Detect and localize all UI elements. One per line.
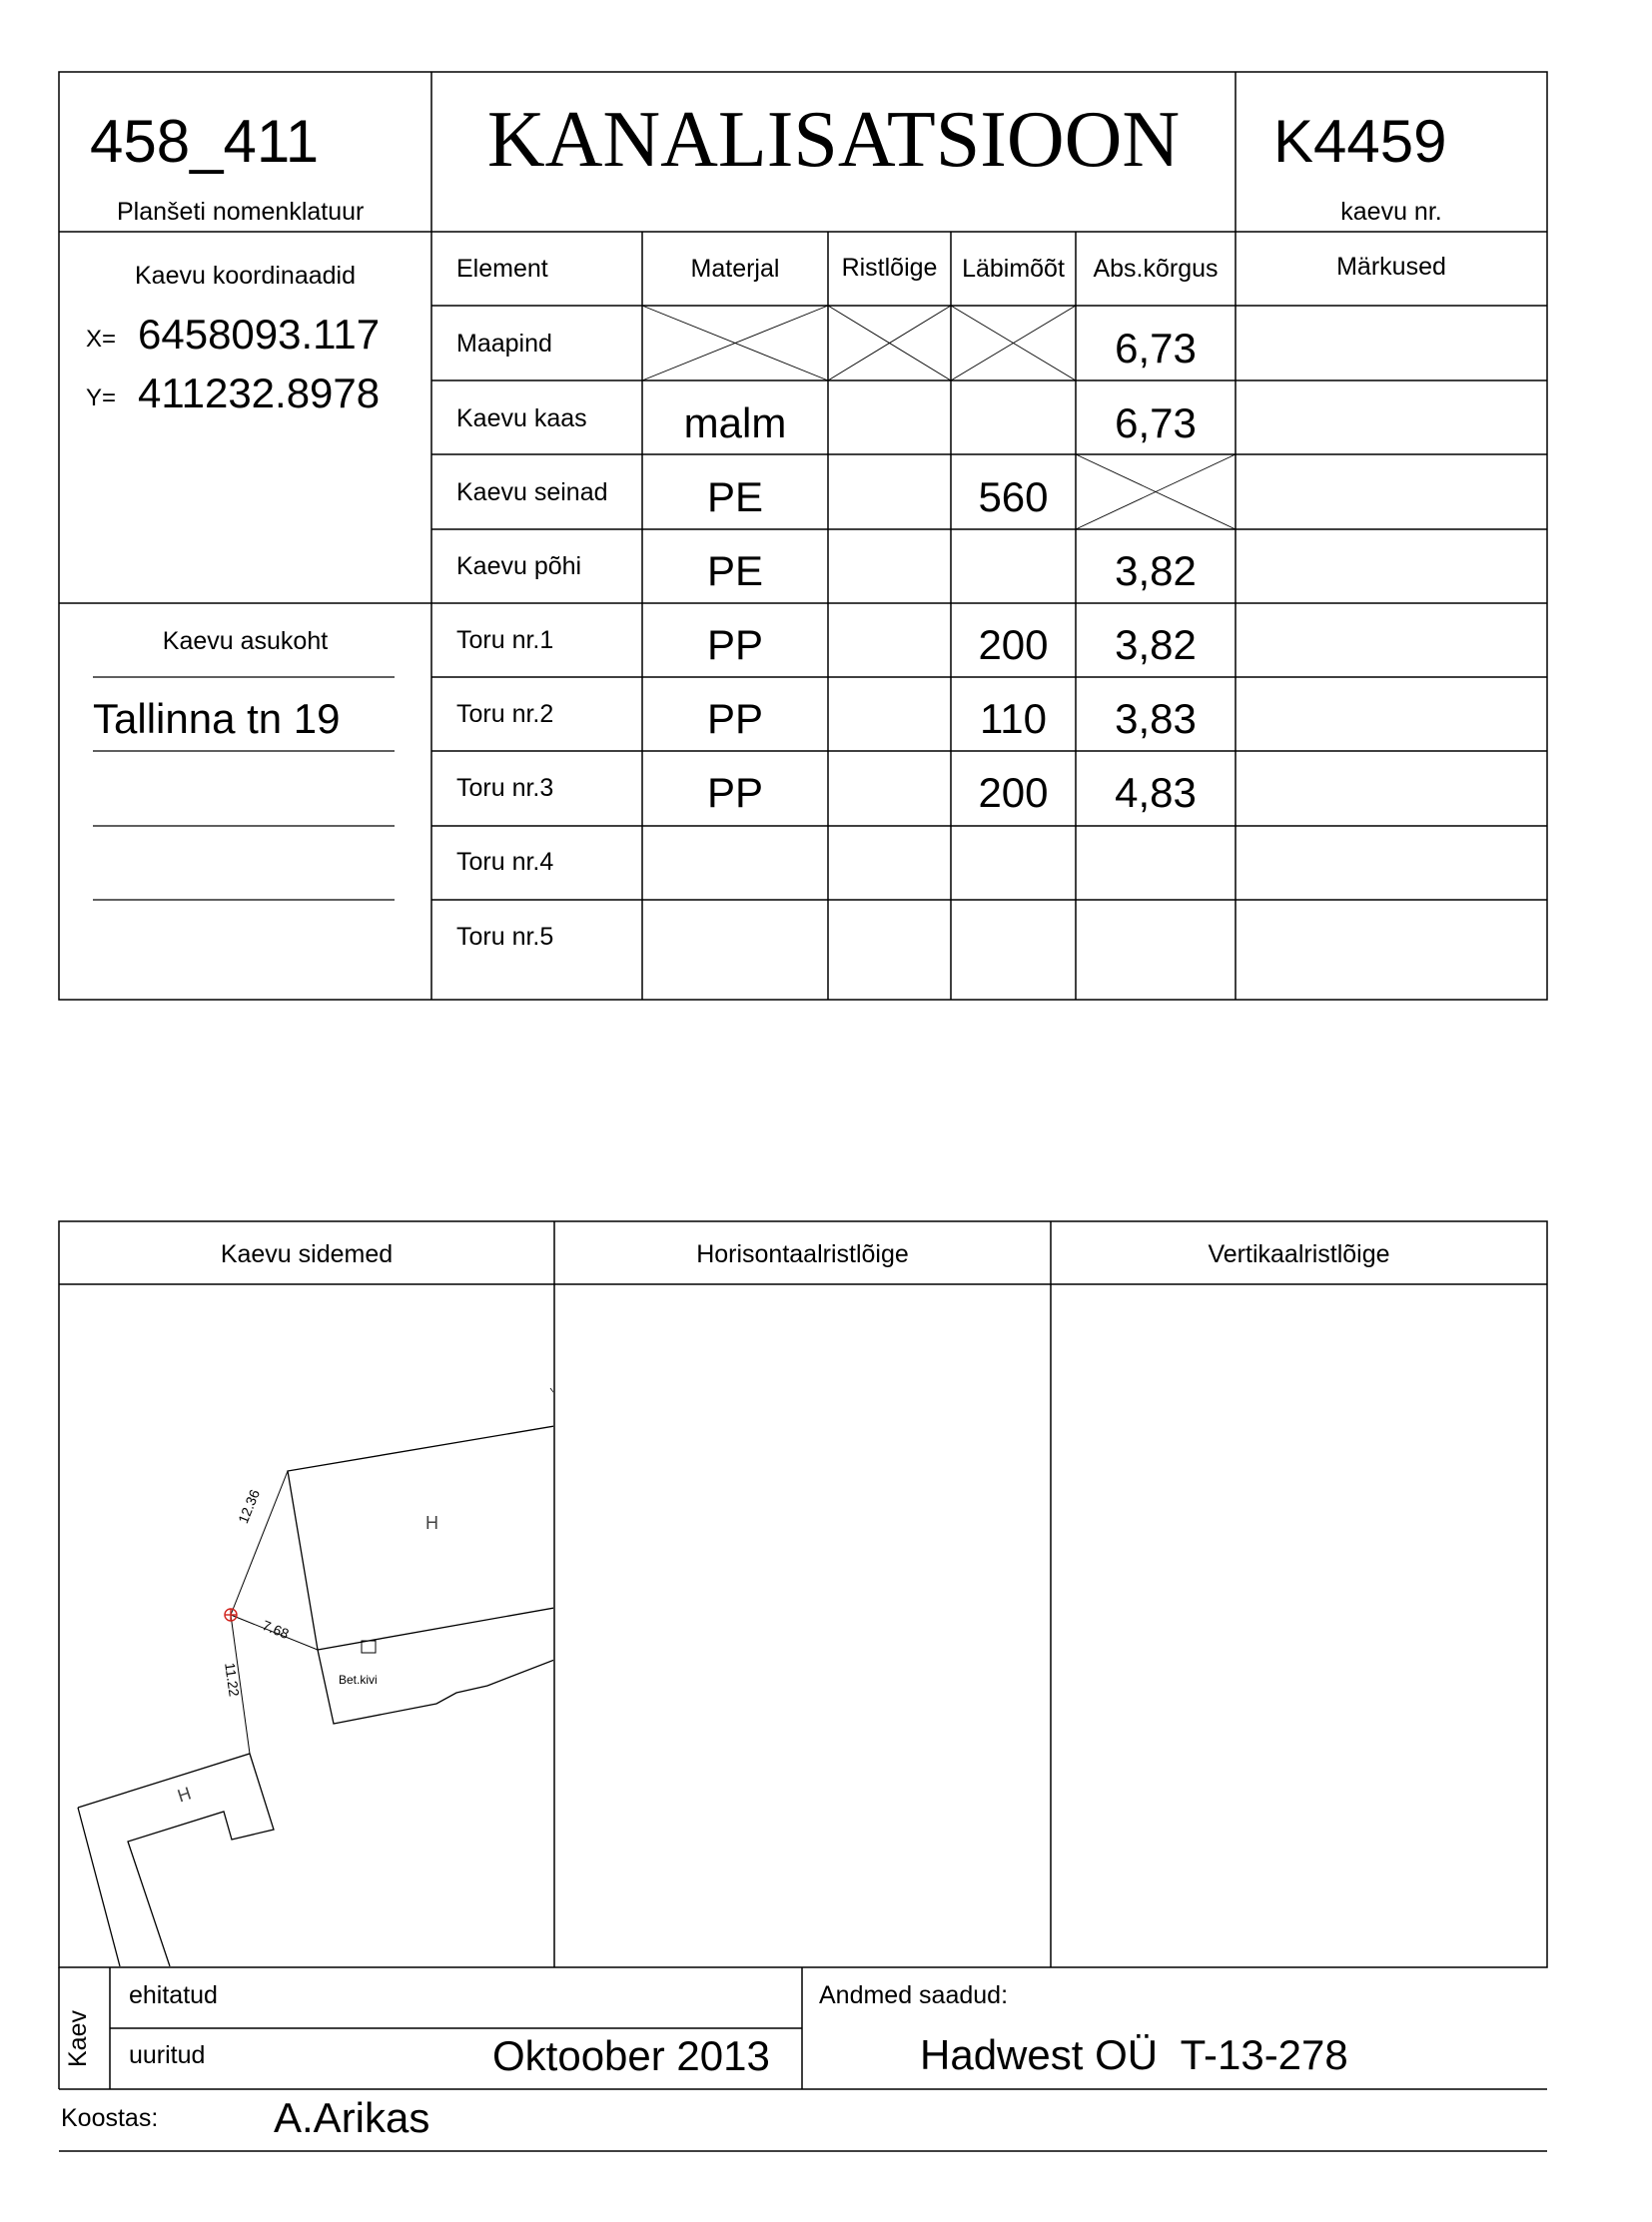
- surveyed-date: Oktoober 2013: [492, 2032, 770, 2079]
- row-material: malm: [683, 399, 787, 446]
- lower-panel-frame: [59, 1221, 1547, 1967]
- col-header-material: Materjal: [690, 255, 780, 283]
- row-abs-height: 6,73: [1115, 399, 1197, 446]
- dimension-label: 11.22: [222, 1661, 243, 1698]
- nomenclature-label: Planšeti nomenklatuur: [117, 198, 365, 226]
- well-marker: [225, 1609, 237, 1621]
- row-element: Toru nr.5: [456, 923, 554, 951]
- compiled-by: A.Arikas: [274, 2094, 430, 2141]
- row-element: Toru nr.4: [456, 848, 554, 876]
- row-material: PP: [706, 695, 764, 742]
- ties-label: Kaevu sidemed: [220, 1240, 394, 1268]
- col-header-element: Element: [456, 255, 548, 283]
- row-material: PE: [706, 547, 764, 594]
- col-header-abs-height: Abs.kõrgus: [1093, 255, 1219, 283]
- row-material: PE: [706, 473, 764, 520]
- y-label: Y=: [86, 384, 117, 411]
- row-abs-height: 6,73: [1115, 325, 1197, 371]
- building-mark: H: [425, 1513, 438, 1533]
- row-abs-height: 4,83: [1115, 769, 1197, 816]
- well-number: K4459: [1273, 108, 1447, 175]
- concrete-wall: [318, 1650, 554, 1724]
- row-diameter: 200: [978, 621, 1049, 668]
- data-source: Hadwest OÜ T-13-278: [920, 2031, 1348, 2078]
- coordinates-label: Kaevu koordinaadid: [135, 262, 356, 290]
- row-element: Toru nr.1: [456, 626, 554, 654]
- horizontal-section-label: Horisontaalristlõige: [696, 1240, 909, 1268]
- row-element: Kaevu kaas: [456, 404, 587, 432]
- compiled-label: Koostas:: [61, 2104, 159, 2132]
- data-received-label: Andmed saadud:: [819, 1981, 1009, 2009]
- nomenclature-value: 458_411: [90, 108, 320, 175]
- page-title: KANALISATSIOON: [486, 96, 1181, 184]
- row-material: PP: [706, 769, 764, 816]
- row-element: Maapind: [456, 330, 552, 358]
- x-label: X=: [86, 326, 117, 353]
- row-element: Toru nr.3: [456, 774, 554, 802]
- location-label: Kaevu asukoht: [162, 627, 329, 655]
- built-label: ehitatud: [129, 1981, 218, 2009]
- col-header-notes: Märkused: [1336, 253, 1446, 281]
- row-material: PP: [706, 621, 764, 668]
- y-coordinate: 411232.8978: [138, 370, 381, 416]
- row-diameter: 200: [978, 769, 1049, 816]
- dimension-label: 12.36: [235, 1487, 264, 1526]
- well-number-label: kaevu nr.: [1340, 198, 1442, 226]
- well-vertical-label: Kaev: [64, 2010, 92, 2067]
- x-coordinate: 6458093.117: [138, 311, 381, 358]
- material-note: Bet.kivi: [339, 1673, 378, 1687]
- row-abs-height: 3,82: [1115, 547, 1197, 594]
- row-abs-height: 3,82: [1115, 621, 1197, 668]
- site-sketch: [78, 1388, 559, 1966]
- row-element: Toru nr.2: [456, 700, 554, 728]
- surveyed-label: uuritud: [129, 2041, 206, 2069]
- row-diameter: 560: [978, 473, 1049, 520]
- dimension-label: 7.68: [260, 1617, 292, 1643]
- row-diameter: 110: [980, 695, 1047, 742]
- location-address: Tallinna tn 19: [93, 695, 341, 742]
- col-header-diameter: Läbimõõt: [962, 255, 1065, 283]
- building-mark: H: [175, 1783, 194, 1807]
- vertical-section-label: Vertikaalristlõige: [1208, 1240, 1390, 1268]
- small-structure: [362, 1641, 376, 1653]
- building-outline-1: [288, 1426, 554, 1650]
- row-element: Kaevu seinad: [456, 478, 608, 506]
- row-element: Kaevu põhi: [456, 552, 582, 580]
- col-header-cross-section: Ristlõige: [841, 254, 938, 282]
- row-abs-height: 3,83: [1115, 695, 1197, 742]
